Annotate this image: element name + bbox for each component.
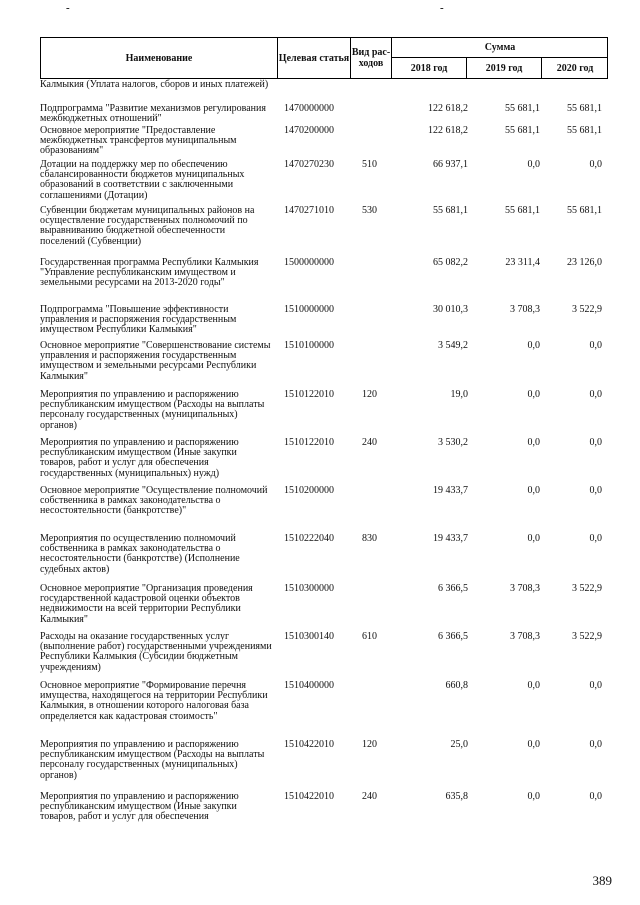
row-value-2019: 0,0 — [527, 739, 540, 750]
row-name: Основное мероприятие "Формирование перечня имущества, находящегося на территории Республики Калмыкия, в отношении которого налоговая база определяется как кадастровая стоимость" — [40, 680, 268, 722]
table-row — [40, 486, 608, 534]
row-value-2018: 30 010,3 — [433, 304, 468, 315]
row-name: Дотации на поддержку мер по обеспечению сбалансированности бюджетов муниципальных образований в соответствии с заключенными соглашениями (Дотации) — [40, 159, 245, 201]
row-value-2019: 0,0 — [527, 159, 540, 170]
row-name: Основное мероприятие "Предоставление межбюджетных трансфертов муниципальным образованиям" — [40, 125, 237, 157]
row-type: 240 — [362, 437, 377, 448]
row-value-2020: 0,0 — [589, 340, 602, 351]
row-value-2020: 0,0 — [589, 437, 602, 448]
header-type: Вид рас-ходов — [351, 38, 392, 78]
row-name: Государственная программа Республики Калмыкия "Управление республиканским имуществом и земельными ресурсами на 2013-2020 годы" — [40, 257, 259, 289]
row-name: Мероприятия по управлению и распоряжению республиканским имуществом (Иные закупки товаров, работ и услуг для обеспечения государственных (муниципальных) нужд) — [40, 437, 239, 479]
row-value-2018: 3 530,2 — [438, 437, 468, 448]
table-row — [40, 584, 608, 632]
row-value-2018: 19 433,7 — [433, 485, 468, 496]
row-code: 1510300000 — [284, 583, 334, 594]
row-value-2018: 55 681,1 — [433, 205, 468, 216]
row-value-2019: 23 311,4 — [505, 257, 540, 268]
row-name: Подпрограмма "Повышение эффективности управления и распоряжения государственным имуществом Республики Калмыкия" — [40, 304, 237, 336]
table-row — [40, 632, 608, 681]
row-code: 1470000000 — [284, 103, 334, 114]
row-code: 1500000000 — [284, 257, 334, 268]
row-type: 830 — [362, 533, 377, 544]
row-value-2018: 19,0 — [450, 389, 468, 400]
table-row — [40, 390, 608, 438]
table-row — [40, 104, 608, 126]
row-type: 530 — [362, 205, 377, 216]
row-value-2019: 0,0 — [527, 533, 540, 544]
row-type: 240 — [362, 791, 377, 802]
table-row — [40, 438, 608, 486]
table-row — [40, 126, 608, 160]
row-value-2019: 3 708,3 — [510, 304, 540, 315]
header-name: Наименование — [41, 38, 278, 78]
header-code: Целевая статья — [278, 38, 351, 78]
page-number: 389 — [592, 873, 612, 888]
header-sum: Сумма — [392, 38, 608, 58]
row-code: 1470270230 — [284, 159, 334, 170]
row-value-2018: 660,8 — [445, 680, 468, 691]
row-value-2019: 55 681,1 — [505, 103, 540, 114]
top-mark-left: - — [66, 2, 70, 14]
row-code: 1510300140 — [284, 631, 334, 642]
header-year-2020: 2020 год — [556, 62, 594, 74]
row-name: Мероприятия по осуществлению полномочий собственника в рамках законодательства о несостоятельности (банкротстве) (Исполнение судебных актов) — [40, 533, 240, 575]
row-value-2020: 3 522,9 — [572, 631, 602, 642]
header-year-2019: 2019 год — [467, 58, 542, 78]
row-type: 120 — [362, 739, 377, 750]
table-row — [40, 258, 608, 305]
row-code: 1510122010 — [284, 389, 334, 400]
row-value-2018: 6 366,5 — [438, 583, 468, 594]
row-code: 1510222040 — [284, 533, 334, 544]
row-value-2020: 0,0 — [589, 485, 602, 496]
row-value-2019: 3 708,3 — [510, 631, 540, 642]
row-value-2018: 65 082,2 — [433, 257, 468, 268]
row-code: 1470271010 — [284, 205, 334, 216]
table-row — [40, 305, 608, 341]
row-value-2019: 3 708,3 — [510, 583, 540, 594]
row-code: 1510000000 — [284, 304, 334, 315]
row-code: 1510100000 — [284, 340, 334, 351]
row-code: 1470200000 — [284, 125, 334, 136]
row-type: 610 — [362, 631, 377, 642]
row-name: Калмыкия (Уплата налогов, сборов и иных платежей) — [40, 79, 269, 90]
row-value-2020: 55 681,1 — [567, 103, 602, 114]
row-value-2020: 0,0 — [589, 389, 602, 400]
header-year-2018: 2018 год — [392, 58, 467, 78]
row-value-2018: 122 618,2 — [428, 103, 468, 114]
row-value-2018: 66 937,1 — [433, 159, 468, 170]
row-type: 120 — [362, 389, 377, 400]
table-row — [40, 792, 608, 826]
row-value-2020: 0,0 — [589, 159, 602, 170]
row-value-2018: 3 549,2 — [438, 340, 468, 351]
row-value-2020: 23 126,0 — [567, 257, 602, 268]
row-value-2020: 0,0 — [589, 680, 602, 691]
row-value-2020: 55 681,1 — [567, 125, 602, 136]
row-name: Основное мероприятие "Организация проведения государственной кадастровой оценки объектов недвижимости на всей территории Республики Калмыкия" — [40, 583, 253, 625]
table-row — [40, 681, 608, 740]
row-value-2020: 0,0 — [589, 739, 602, 750]
row-value-2018: 25,0 — [450, 739, 468, 750]
row-value-2018: 122 618,2 — [428, 125, 468, 136]
row-value-2019: 0,0 — [527, 485, 540, 496]
row-value-2020: 0,0 — [589, 533, 602, 544]
row-name: Основное мероприятие "Осуществление полномочий собственника в рамках законодательства о несостоятельности (банкротстве)" — [40, 485, 268, 517]
row-value-2020: 0,0 — [589, 791, 602, 802]
row-value-2020: 3 522,9 — [572, 304, 602, 315]
top-mark-right: - — [440, 2, 444, 14]
row-name: Мероприятия по управлению и распоряжению республиканским имуществом (Иные закупки товаров, работ и услуг для обеспечения — [40, 791, 239, 823]
row-name: Подпрограмма "Развитие механизмов регулирования межбюджетных отношений" — [40, 103, 266, 125]
table-row — [40, 80, 608, 104]
row-value-2019: 0,0 — [527, 680, 540, 691]
row-code: 1510400000 — [284, 680, 334, 691]
row-value-2020: 3 522,9 — [572, 583, 602, 594]
row-type: 510 — [362, 159, 377, 170]
table-header — [40, 37, 608, 79]
row-name: Основное мероприятие "Совершенствование системы управления и распоряжения государственным имуществом и земельными ресурсами Республики Калмыкия" — [40, 340, 271, 382]
table-row — [40, 740, 608, 792]
row-value-2019: 0,0 — [527, 791, 540, 802]
row-value-2018: 635,8 — [445, 791, 468, 802]
table-row — [40, 534, 608, 584]
row-name: Расходы на оказание государственных услуг (выполнение работ) государственными учреждениями Республики Калмыкия (Субсидии бюджетным учреждениям) — [40, 631, 272, 673]
row-value-2019: 0,0 — [527, 437, 540, 448]
row-value-2019: 55 681,1 — [505, 205, 540, 216]
row-value-2018: 19 433,7 — [433, 533, 468, 544]
row-value-2020: 55 681,1 — [567, 205, 602, 216]
row-name: Мероприятия по управлению и распоряжению республиканским имуществом (Расходы на выплаты персоналу государственных (муниципальных) органов) — [40, 739, 265, 781]
row-name: Мероприятия по управлению и распоряжению республиканским имуществом (Расходы на выплаты персоналу государственных (муниципальных) органов) — [40, 389, 265, 431]
row-name: Субвенции бюджетам муниципальных районов на осуществление государственных полномочий по выравниванию бюджетной обеспеченности поселений (Субвенции) — [40, 205, 255, 247]
table-row — [40, 341, 608, 390]
row-code: 1510422010 — [284, 739, 334, 750]
row-code: 1510122010 — [284, 437, 334, 448]
row-code: 1510200000 — [284, 485, 334, 496]
row-code: 1510422010 — [284, 791, 334, 802]
table-body — [40, 80, 608, 826]
table-row — [40, 160, 608, 206]
row-value-2018: 6 366,5 — [438, 631, 468, 642]
table-row — [40, 206, 608, 258]
row-value-2019: 0,0 — [527, 340, 540, 351]
row-value-2019: 55 681,1 — [505, 125, 540, 136]
row-value-2019: 0,0 — [527, 389, 540, 400]
